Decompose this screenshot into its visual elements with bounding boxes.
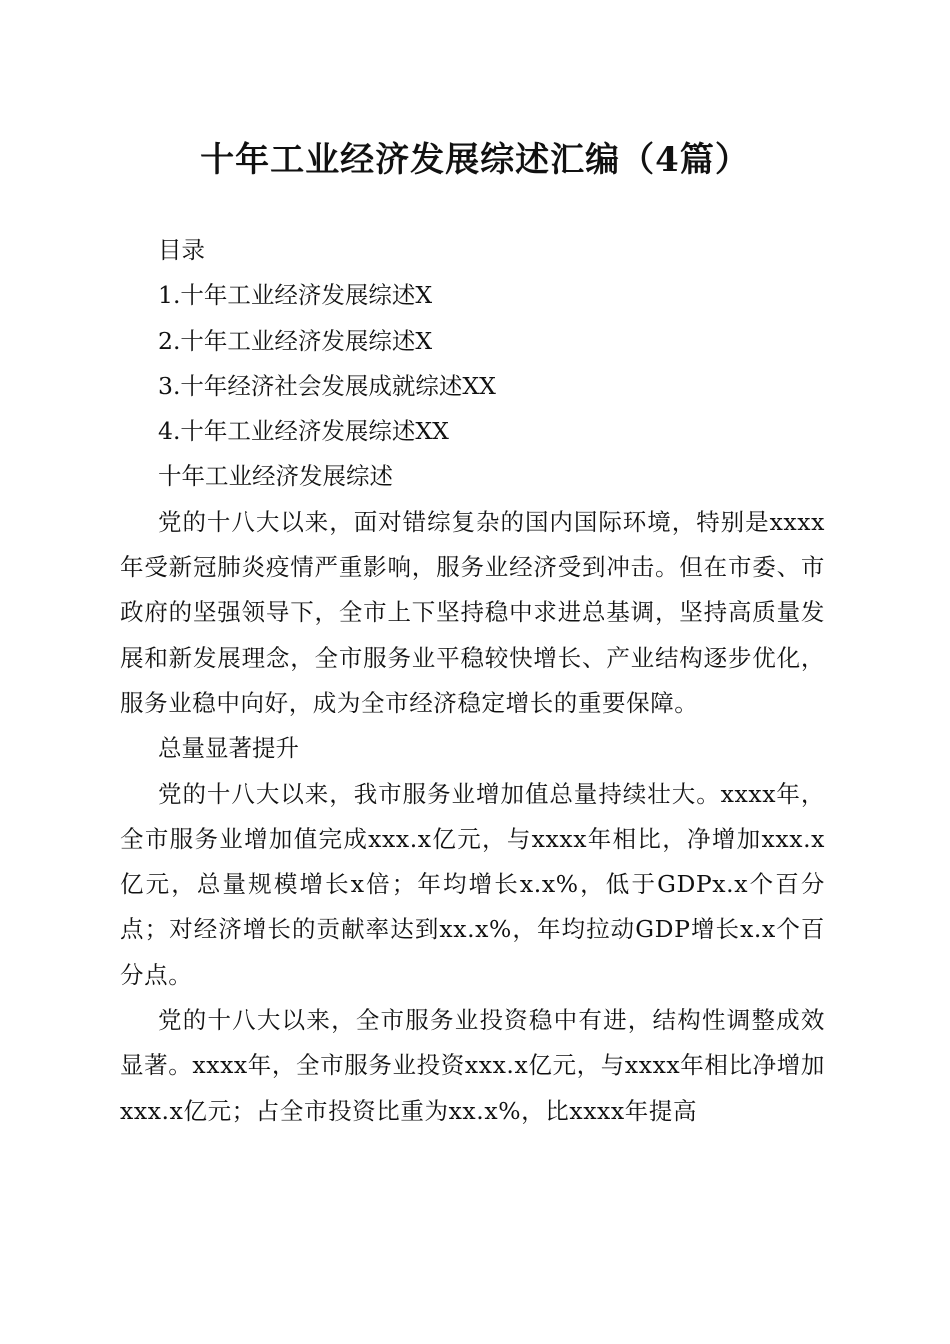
toc-heading: 目录 [158, 236, 205, 264]
article-title: 十年工业经济发展综述 [158, 462, 393, 491]
toc-item-1: 1.十年工业经济发展综述X [158, 281, 433, 310]
document-title: 十年工业经济发展综述汇编（4篇） [200, 140, 750, 180]
toc-item-4: 4.十年工业经济发展综述XX [158, 417, 449, 446]
intro-paragraph: 党的十八大以来，面对错综复杂的国内国际环境，特别是xxxx年受新冠肺炎疫情严重影响，服务业经济受到冲击。但在市委、市政府的坚强领导下，全市上下坚持稳中求进总基调，坚持高质量发展和新发展理念，全市服务业平稳较快增长、产业结构逐步优化，服务业稳中向好，成为全市经济稳定增长的重要保障。 [120, 507, 825, 717]
toc-item-2: 2.十年工业经济发展综述X [158, 326, 433, 355]
section-heading: 总量显著提升 [158, 734, 299, 763]
toc-item-3: 3.十年经济社会发展成就综述XX [158, 371, 496, 400]
document-body [120, 228, 825, 1134]
paragraph-2: 党的十八大以来，我市服务业增加值总量持续壮大。xxxx年，全市服务业增加值完成xxx.x亿元，与xxxx年相比，净增加xxx.x亿元，总量规模增长x倍；年均增长x.x%，低于GDPx.x个百分点；对经济增长的贡献率达到xx.x%，年均拉动GDP增长x.x个百分点。 [120, 779, 825, 989]
paragraph-3: 党的十八大以来，全市服务业投资稳中有进，结构性调整成效显著。xxxx年，全市服务业投资xxx.x亿元，与xxxx年相比净增加xxx.x亿元；占全市投资比重为xx.x%，比xxxx年提高 [120, 1006, 825, 1125]
